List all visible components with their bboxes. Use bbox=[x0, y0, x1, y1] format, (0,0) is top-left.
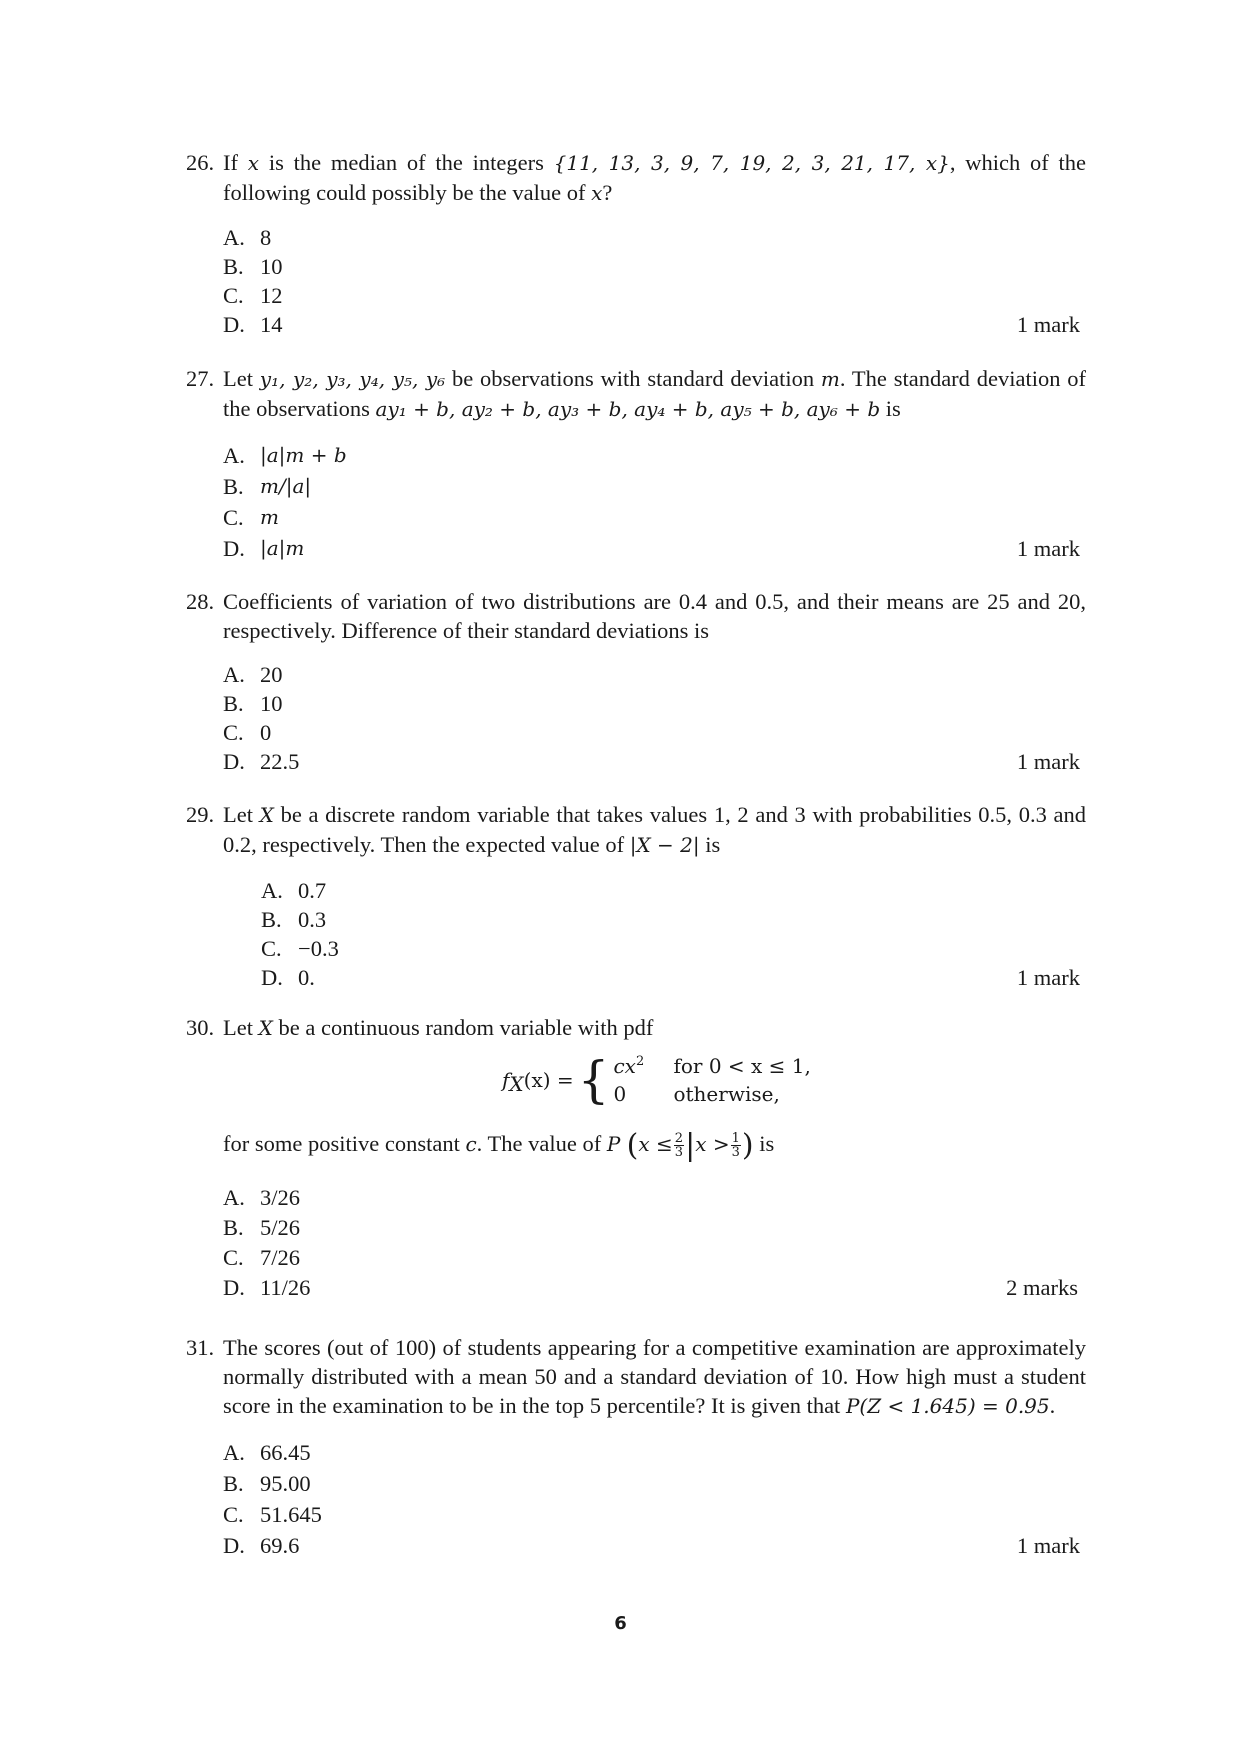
question-number: 28. bbox=[186, 589, 215, 614]
option-b: B. 10 bbox=[223, 254, 283, 279]
option-b: B. 0.3 bbox=[261, 907, 327, 932]
question-31 bbox=[186, 1333, 1086, 1561]
question-27 bbox=[186, 364, 1086, 564]
option-c: C. 7/26 bbox=[223, 1244, 301, 1270]
question-number: 26. bbox=[186, 150, 215, 175]
option-b: B. 95.00 bbox=[223, 1471, 311, 1496]
integer-set: {11, 13, 3, 9, 7, 19, 2, 3, 21, 17, x} bbox=[553, 151, 950, 175]
question-text: Let X be a discrete random variable that takes values 1, 2 and 3 with probabilities 0.5, 0.3 and 0.2, respectively. Then the expected value of |X − 2| is bbox=[223, 802, 1086, 857]
marks-label: 1 mark bbox=[1016, 1533, 1080, 1558]
pdf-cases: $cx^2$ for 0 < x ≤ 1, 0 otherwise, bbox=[613, 1054, 811, 1106]
question-30-continued bbox=[186, 1129, 1086, 1302]
option-d: D. |a|m 1 mark bbox=[223, 536, 1080, 561]
option-c: C. −0.3 bbox=[261, 936, 339, 961]
marks-label: 1 mark bbox=[1016, 536, 1080, 561]
option-d: D. 0. 1 mark bbox=[261, 965, 1080, 990]
option-a: A. 3/26 bbox=[223, 1184, 301, 1210]
options-list bbox=[223, 1182, 1086, 1302]
question-number: 31. bbox=[186, 1335, 215, 1360]
option-c: C. 51.645 bbox=[223, 1502, 322, 1527]
option-a: A. 20 bbox=[223, 662, 283, 687]
question-text: The scores (out of 100) of students appearing for a competitive examination are approximately normally distributed with a mean 50 and a standard deviation of 10. How high must a student score in the examination to be in the top 5 percentile? It is given that P(Z < 1.645) = 0.95. bbox=[223, 1335, 1086, 1418]
question-number: 29. bbox=[186, 802, 215, 827]
pdf-definition: $f_X(x)$ = { $cx^2$ for 0 < x ≤ 1, 0 otherwise, bbox=[502, 1051, 811, 1109]
question-text: Coefficients of variation of two distributions are 0.4 and 0.5, and their means are 25 and 20, respectively. Difference of their standard deviations is bbox=[223, 589, 1086, 643]
left-brace: { bbox=[577, 1051, 610, 1109]
question-26 bbox=[186, 148, 1086, 339]
options-list bbox=[223, 440, 1086, 564]
question-number: 27. bbox=[186, 366, 215, 391]
marks-label: 1 mark bbox=[1016, 965, 1080, 990]
question-number: 30. bbox=[186, 1015, 215, 1040]
question-text: If x is the median of the integers {11, 13, 3, 9, 7, 19, 2, 3, 21, 17, x}, which of the following could possibly be the value of x? bbox=[223, 150, 1086, 205]
option-c: C. 12 bbox=[223, 283, 283, 308]
options-list bbox=[223, 876, 1086, 992]
question-text-continued: for some positive constant c. The value of P (x ≤ $\frac{2}{3}$ |x > $\frac{1}{3}$ ) is bbox=[223, 1128, 775, 1163]
options-list bbox=[223, 223, 1086, 339]
option-a: A. |a|m + b bbox=[223, 443, 347, 468]
question-text: Let X be a continuous random variable with pdf bbox=[223, 1015, 654, 1040]
option-b: B. 10 bbox=[223, 691, 283, 716]
option-a: A. 8 bbox=[223, 225, 272, 250]
option-d: D. 14 1 mark bbox=[223, 312, 1080, 337]
page-number: 6 bbox=[614, 1613, 627, 1634]
options-list bbox=[223, 1437, 1086, 1561]
conditional-probability: P (x ≤ $\frac{2}{3}$ |x > $\frac{1}{3}$ ) bbox=[606, 1128, 754, 1163]
marks-label: 1 mark bbox=[1016, 312, 1080, 337]
question-text: Let y₁, y₂, y₃, y₄, y₅, y₆ be observations with standard deviation m. The standard deviation of the observations ay₁ + b, ay₂ + b, ay₃ + b, ay₄ + b, ay₅ + b, ay₆ + b is bbox=[223, 366, 1086, 421]
question-28 bbox=[186, 587, 1086, 776]
option-b: B. m/|a| bbox=[223, 474, 312, 499]
option-d: D. 69.6 1 mark bbox=[223, 1533, 1080, 1558]
option-b: B. 5/26 bbox=[223, 1214, 301, 1240]
marks-label: 2 marks bbox=[1006, 1274, 1078, 1300]
option-c: C. 0 bbox=[223, 720, 272, 745]
option-a: A. 0.7 bbox=[261, 878, 327, 903]
option-d: D. 11/26 2 marks bbox=[223, 1274, 1078, 1300]
option-a: A. 66.45 bbox=[223, 1440, 311, 1465]
marks-label: 1 mark bbox=[1016, 749, 1080, 774]
question-30 bbox=[186, 1013, 1086, 1043]
option-d: D. 22.5 1 mark bbox=[223, 749, 1080, 774]
question-29 bbox=[186, 800, 1086, 992]
options-list bbox=[223, 660, 1086, 776]
option-c: C. m bbox=[223, 505, 279, 530]
